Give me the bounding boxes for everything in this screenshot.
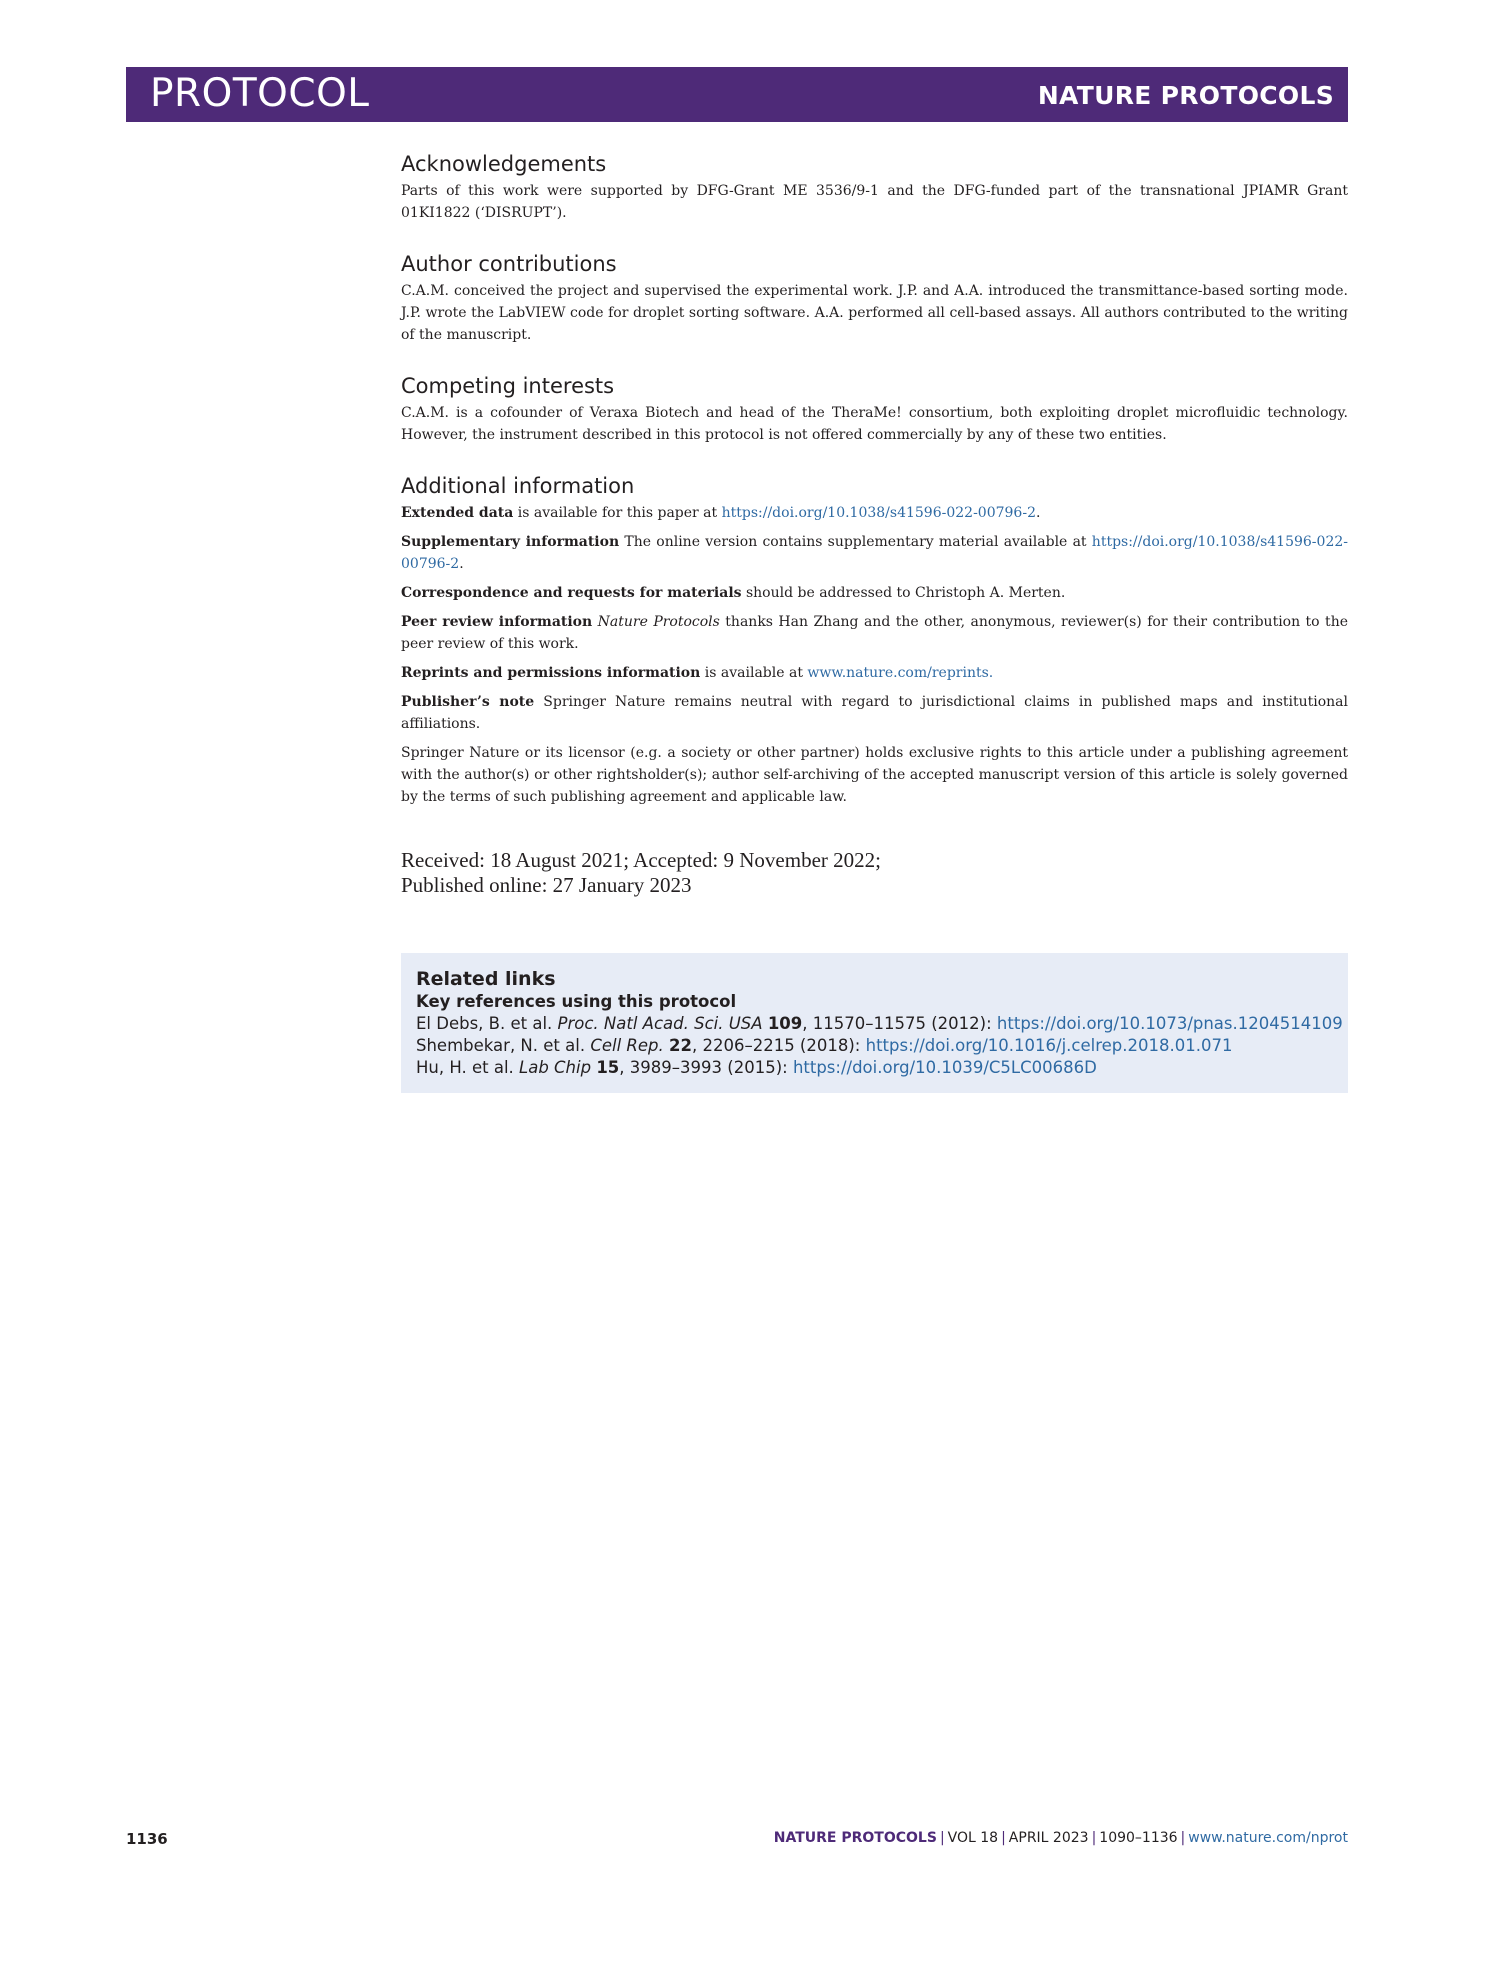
rights-note: Springer Nature or its licensor (e.g. a society or other partner) holds exclusive rights to this article under a publishing agreement with the author(s) or other rightsholder(s); author self-archiving of the accepted manuscript version of this article is solely governed by the terms of such publishing agreement and applicable law. <box>401 745 1348 805</box>
supplementary-info-note <box>401 531 1348 575</box>
reference-journal: Cell Rep. <box>590 1036 664 1055</box>
footer-separator: | <box>1180 1830 1186 1846</box>
published-online-date: Published online: 27 January 2023 <box>401 873 692 897</box>
supplementary-info-label: Supplementary information <box>401 534 620 550</box>
competing-interests-text: C.A.M. is a cofounder of Veraxa Biotech and head of the TheraMe! consortium, both exploiting droplet microfluidic technology. However, the instrument described in this protocol is not offered commercially by any of these two entities. <box>401 405 1348 443</box>
reference-volume: 109 <box>767 1014 803 1033</box>
extended-data-label: Extended data <box>401 505 514 521</box>
extended-data-text: is available for this paper at <box>513 505 722 521</box>
reprints-link[interactable]: www.nature.com/reprints. <box>807 665 994 681</box>
peer-review-text: thanks Han Zhang and the other, anonymous, reviewer(s) for their contribution to the peer review of this work. <box>401 614 1348 652</box>
footer-date: APRIL 2023 <box>1008 1830 1089 1846</box>
journal-name: NATURE PROTOCOLS <box>1037 81 1334 110</box>
publisher-note-text: Springer Nature remains neutral with regard to jurisdictional claims in published maps and institutional affiliations. <box>401 694 1349 732</box>
supplementary-info-text: The online version contains supplementary material available at <box>619 534 1092 550</box>
reference-link[interactable]: https://doi.org/10.1039/C5LC00686D <box>792 1058 1097 1077</box>
additional-information-section <box>401 472 1348 808</box>
reference-link[interactable]: https://doi.org/10.1016/j.celrep.2018.01.071 <box>865 1036 1233 1055</box>
acknowledgements-heading: Acknowledgements <box>401 152 607 176</box>
received-accepted-dates: Received: 18 August 2021; Accepted: 9 November 2022; <box>401 848 881 872</box>
publisher-note-label: Publisher’s note <box>401 694 535 710</box>
reference-pages: , 11570–11575 (2012): <box>802 1014 997 1033</box>
peer-review-label: Peer review information <box>401 614 593 630</box>
page-number: 1136 <box>126 1830 168 1848</box>
author-contributions-heading: Author contributions <box>401 252 617 276</box>
reference-item <box>416 1057 1332 1079</box>
footer-volume: VOL 18 <box>947 1830 999 1846</box>
peer-review-journal: Nature Protocols <box>597 614 720 630</box>
reference-pages: , 3989–3993 (2015): <box>619 1058 793 1077</box>
acknowledgements-text: Parts of this work were supported by DFG-Grant ME 3536/9-1 and the DFG-funded part of the transnational JPIAMR Grant 01KI1822 (‘DISRUPT’). <box>401 183 1348 221</box>
related-links-heading: Related links <box>416 968 556 990</box>
key-references-subheading: Key references using this protocol <box>416 992 737 1011</box>
publication-dates <box>401 848 1348 898</box>
footer-url-link[interactable]: www.nature.com/nprot <box>1188 1830 1348 1846</box>
footer-citation <box>774 1830 1348 1846</box>
correspondence-text: should be addressed to Christoph A. Merten. <box>741 585 1066 601</box>
reprints-note <box>401 662 1348 684</box>
reference-link[interactable]: https://doi.org/10.1073/pnas.1204514109 <box>996 1014 1343 1033</box>
correspondence-note <box>401 582 1348 604</box>
extended-data-note <box>401 502 1348 524</box>
reprints-label: Reprints and permissions information <box>401 665 701 681</box>
publisher-note <box>401 691 1348 735</box>
related-links-box <box>401 953 1348 1093</box>
reference-pages: , 2206–2215 (2018): <box>691 1036 866 1055</box>
competing-interests-heading: Competing interests <box>401 374 615 398</box>
footer-separator: | <box>1091 1830 1097 1846</box>
footer-pages: 1090–1136 <box>1099 1830 1178 1846</box>
reference-journal: Proc. Natl Acad. Sci. USA <box>557 1014 763 1033</box>
footer-separator: | <box>1001 1830 1006 1846</box>
extended-data-link[interactable]: https://doi.org/10.1038/s41596-022-00796-2 <box>721 505 1036 521</box>
author-contributions-text: C.A.M. conceived the project and supervised the experimental work. J.P. and A.A. introduced the transmittance-based sorting mode. J.P. wrote the LabVIEW code for droplet sorting software. A.A. performed all cell-based assays. All authors contributed to the writing of the manuscript. <box>401 283 1348 343</box>
header-banner <box>126 67 1348 122</box>
reference-item <box>416 1013 1343 1035</box>
footer-separator: | <box>939 1830 945 1846</box>
reference-authors: Shembekar, N. et al. <box>416 1036 591 1055</box>
reference-authors: Hu, H. et al. <box>416 1058 520 1077</box>
competing-interests-section <box>401 372 1348 446</box>
reference-authors: El Debs, B. et al. <box>416 1014 558 1033</box>
reference-item <box>416 1035 1332 1057</box>
section-type-label: PROTOCOL <box>150 71 370 116</box>
correspondence-label: Correspondence and requests for materials <box>401 585 742 601</box>
additional-information-heading: Additional information <box>401 474 635 498</box>
reference-journal: Lab Chip <box>519 1058 592 1077</box>
author-contributions-section <box>401 250 1348 346</box>
footer-journal: NATURE PROTOCOLS <box>773 1830 937 1846</box>
reprints-text: is available at <box>700 665 808 681</box>
reference-volume: 15 <box>596 1058 620 1077</box>
acknowledgements-section <box>401 150 1348 224</box>
peer-review-note <box>401 611 1348 655</box>
reference-volume: 22 <box>669 1036 692 1055</box>
extended-data-end: . <box>1035 505 1041 521</box>
supplementary-info-link[interactable]: https://doi.org/10.1038/s41596-022-00796-2 <box>401 534 1348 572</box>
supplementary-info-end: . <box>459 556 464 572</box>
article-content <box>401 150 1348 1093</box>
